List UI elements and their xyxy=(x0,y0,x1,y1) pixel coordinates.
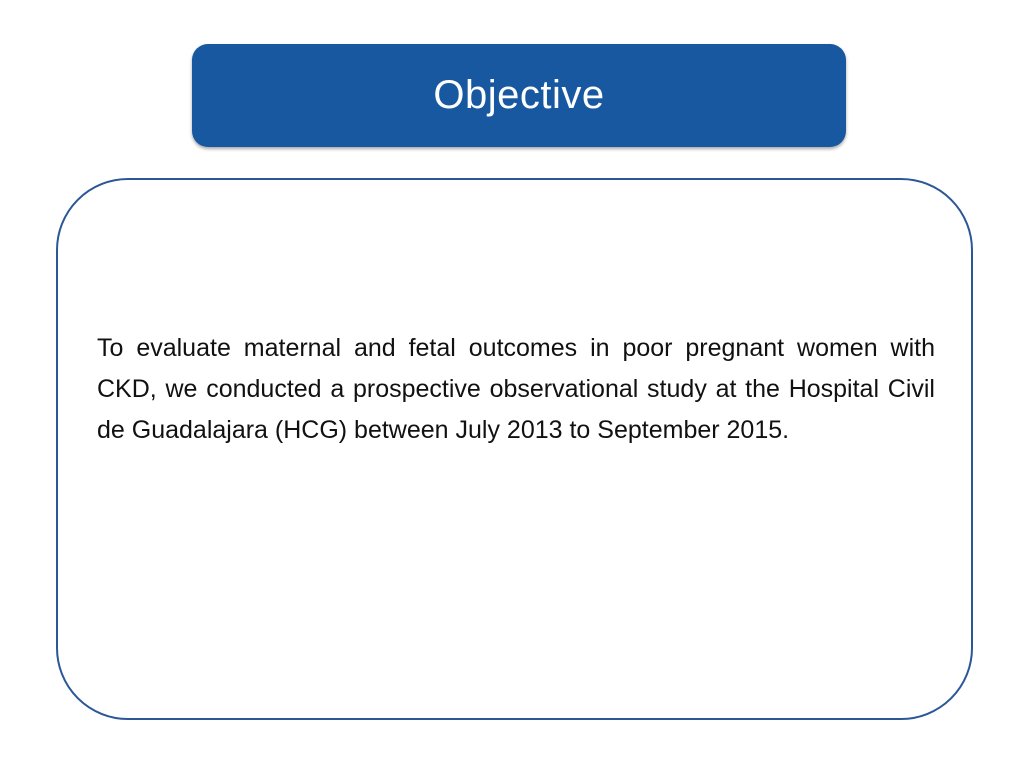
title-banner xyxy=(192,44,846,147)
content-panel xyxy=(56,178,973,720)
slide-title: Objective xyxy=(433,73,605,117)
objective-text: To evaluate maternal and fetal outcomes in poor pregnant women with CKD, we conducted a prospective observational study at the Hospital Civil de Guadalajara (HCG) between July 2013 to September 2015. xyxy=(97,334,935,444)
